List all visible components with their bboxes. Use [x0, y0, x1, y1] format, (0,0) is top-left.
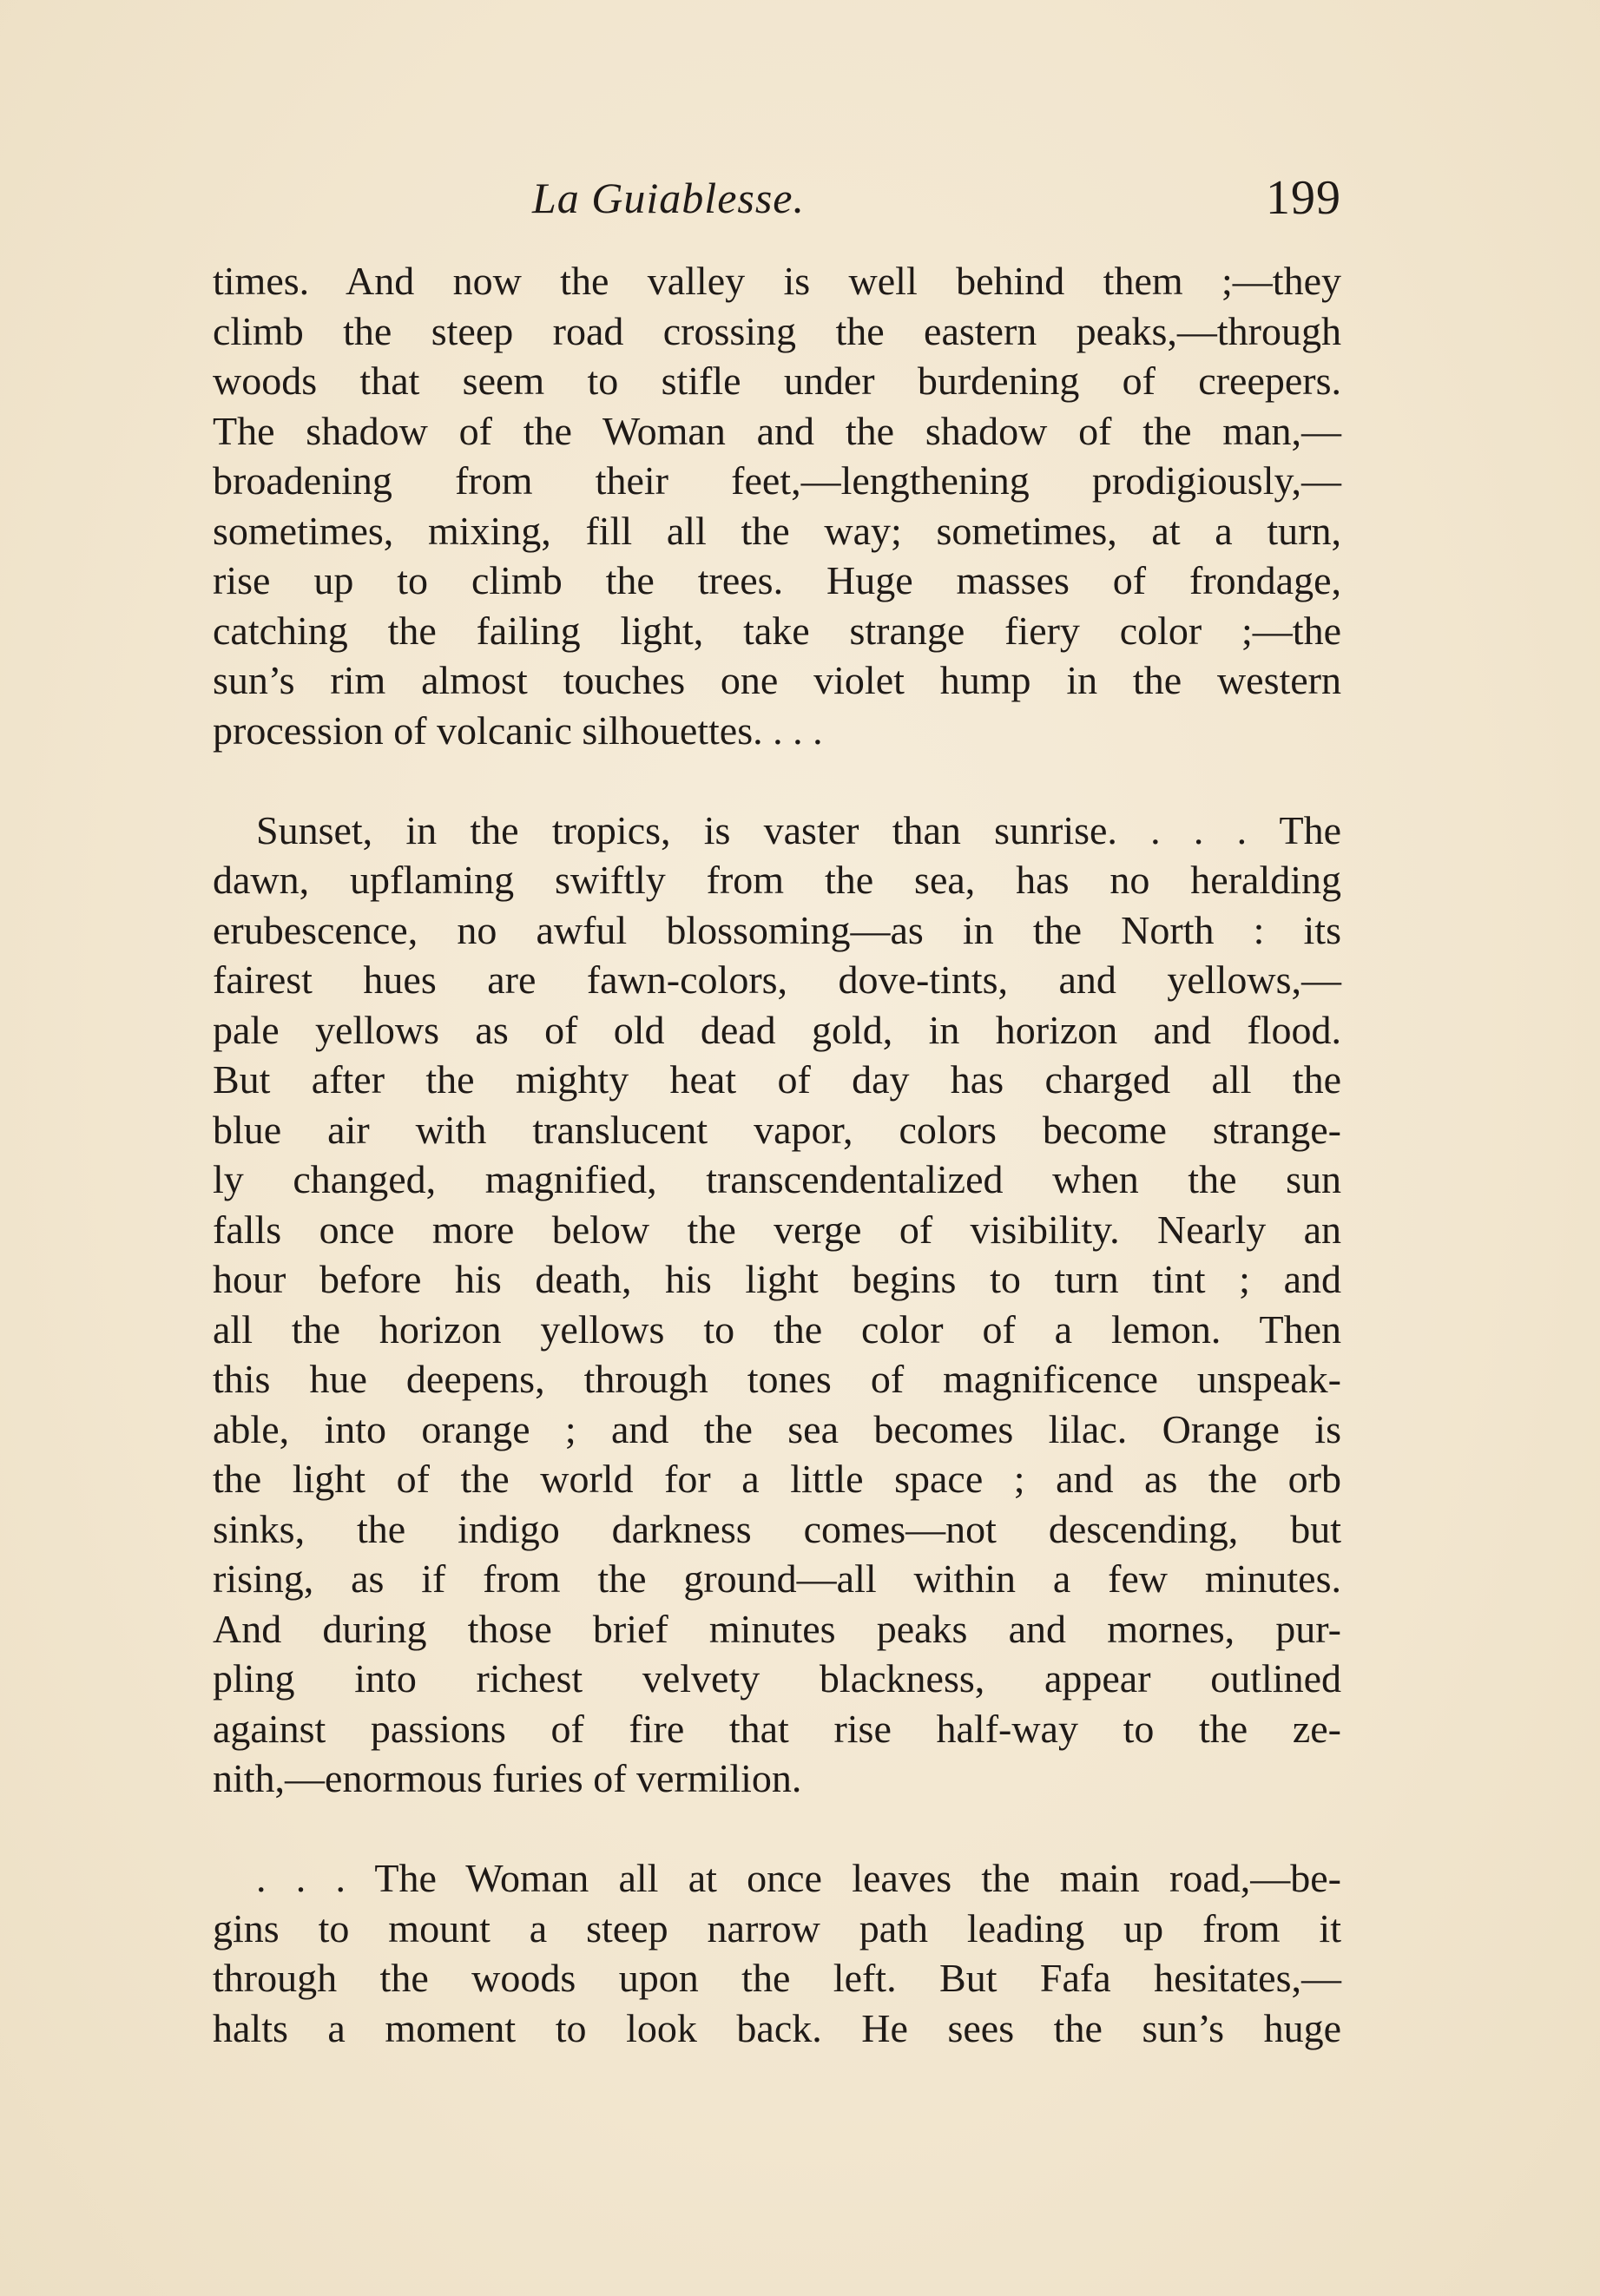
text-line: erubescence, no awful blossoming—as in the North : its: [213, 907, 1341, 952]
paragraph-2: [213, 806, 1341, 1804]
text-line: halts a moment to look back. He sees the sun’s huge: [213, 2005, 1341, 2050]
text-line: ly changed, magnified, transcendentalized when the sun: [213, 1157, 1341, 1201]
text-line: against passions of fire that rise half-way to the ze-: [213, 1706, 1341, 1751]
text-line: . . . The Woman all at once leaves the main road,—be-: [256, 1856, 1341, 1900]
text-line: this hue deepens, through tones of magnificence unspeak-: [213, 1357, 1341, 1401]
text-line: procession of volcanic silhouettes. . . .: [213, 707, 823, 753]
text-line: the light of the world for a little space ; and as the orb: [213, 1457, 1341, 1501]
text-line: catching the failing light, take strange fiery color ;—the: [213, 608, 1341, 653]
running-head: [213, 163, 1341, 233]
running-title: La Guiablesse.: [532, 174, 805, 222]
text-line: dawn, upflaming swiftly from the sea, has no heralding: [213, 858, 1341, 902]
text-line: through the woods upon the left. But Fafa hesitates,—: [213, 1956, 1341, 2000]
text-line: But after the mighty heat of day has charged all the: [213, 1057, 1341, 1102]
page-number: 199: [1266, 171, 1341, 225]
text-line: fairest hues are fawn-colors, dove-tints, and yellows,—: [213, 957, 1341, 1002]
text-line: woods that seem to stifle under burdening of creepers.: [213, 359, 1341, 403]
text-line: pling into richest velvety blackness, appear outlined: [213, 1656, 1341, 1701]
text-line: gins to mount a steep narrow path leading up from it: [213, 1905, 1341, 1951]
text-line: sometimes, mixing, fill all the way; sometimes, at a turn,: [213, 508, 1341, 553]
text-line: nith,—enormous furies of vermilion.: [213, 1756, 802, 1800]
paragraph-gap: [213, 755, 1341, 806]
text-line: rise up to climb the trees. Huge masses of frondage,: [213, 558, 1341, 602]
text-line: blue air with translucent vapor, colors become strange-: [213, 1107, 1341, 1152]
text-line: able, into orange ; and the sea becomes lilac. Orange is: [213, 1406, 1341, 1451]
text-line: And during those brief minutes peaks and mornes, pur-: [213, 1606, 1341, 1651]
text-line: climb the steep road crossing the eastern peaks,—through: [213, 308, 1341, 353]
text-line: sun’s rim almost touches one violet hump in the western: [213, 658, 1341, 702]
paragraph-1: [213, 256, 1341, 755]
paragraph-3: [213, 1853, 1341, 2053]
text-line: hour before his death, his light begins to turn tint ; and: [213, 1257, 1341, 1301]
body-text: [213, 256, 1341, 2053]
text-line: all the horizon yellows to the color of a lemon. Then: [213, 1306, 1341, 1352]
text-line: times. And now the valley is well behind them ;—they: [213, 259, 1341, 303]
text-line: sinks, the indigo darkness comes—not descending, but: [213, 1506, 1341, 1551]
text-line: pale yellows as of old dead gold, in horizon and flood.: [213, 1007, 1341, 1052]
text-line: broadening from their feet,—lengthening prodigiously,—: [213, 458, 1341, 503]
text-line: falls once more below the verge of visibility. Nearly an: [213, 1207, 1341, 1252]
paragraph-gap: [213, 1804, 1341, 1854]
text-line: The shadow of the Woman and the shadow of the man,—: [213, 408, 1341, 453]
text-line: rising, as if from the ground—all within a few minutes.: [213, 1556, 1341, 1601]
text-line: Sunset, in the tropics, is vaster than sunrise. . . . The: [256, 807, 1341, 852]
